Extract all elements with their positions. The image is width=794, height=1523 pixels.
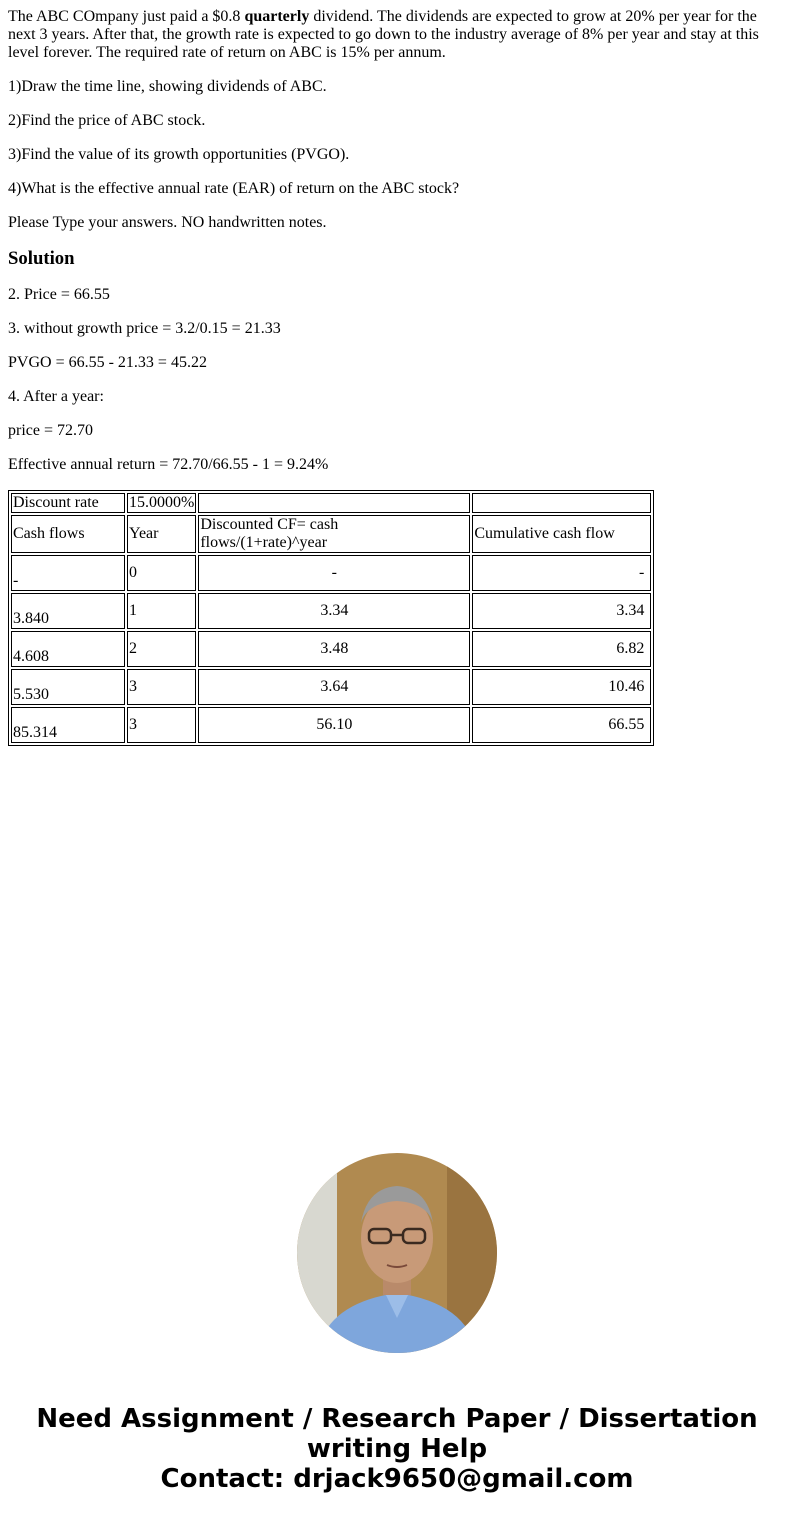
table-row: [11, 707, 651, 743]
table-row: [11, 631, 651, 667]
discounted-cf-cell: -: [198, 555, 470, 591]
cash-flow-cell: 5.530: [11, 669, 125, 705]
discounted-cf-cell: 56.10: [198, 707, 470, 743]
question-intro: The ABC COmpany just paid a $0.8 quarterly dividend. The dividends are expected to grow at 20% per year for the next 3 years. After that, the growth rate is expected to go down to the industry average of 8% per year and stay at this level forever. The required rate of return on ABC is 15% per annum.: [8, 8, 759, 61]
document-body: [8, 8, 786, 746]
solution-line-6: Effective annual return = 72.70/66.55 - 1 = 9.24%: [8, 456, 329, 473]
table-cell: [198, 493, 470, 513]
table-header-row: [11, 515, 651, 553]
year-cell: 3: [127, 707, 196, 743]
cumulative-cell: -: [472, 555, 651, 591]
cash-flow-cell: 85.314: [11, 707, 125, 743]
question-item-2: 2)Find the price of ABC stock.: [8, 112, 206, 129]
question-note: Please Type your answers. NO handwritten notes.: [8, 214, 327, 231]
year-cell: 1: [127, 593, 196, 629]
cumulative-cell: 66.55: [472, 707, 651, 743]
solution-line-1: 2. Price = 66.55: [8, 286, 110, 303]
solution-line-5: price = 72.70: [8, 422, 93, 439]
solution-heading: Solution: [8, 248, 75, 269]
cash-flow-cell: 4.608: [11, 631, 125, 667]
year-cell: 3: [127, 669, 196, 705]
avatar: [297, 1153, 497, 1353]
table-row: [11, 493, 651, 513]
header-cumulative: Cumulative cash flow: [472, 515, 651, 553]
cash-flow-table: [8, 490, 654, 746]
question-item-4: 4)What is the effective annual rate (EAR) of return on the ABC stock?: [8, 180, 460, 197]
cumulative-cell: 10.46: [472, 669, 651, 705]
year-cell: 2: [127, 631, 196, 667]
footer-banner: [0, 1404, 794, 1494]
question-item-1: 1)Draw the time line, showing dividends of ABC.: [8, 78, 327, 95]
table-row: [11, 669, 651, 705]
discounted-cf-cell: 3.64: [198, 669, 470, 705]
solution-line-4: 4. After a year:: [8, 388, 104, 405]
discounted-cf-cell: 3.34: [198, 593, 470, 629]
year-cell: 0: [127, 555, 196, 591]
solution-line-3: PVGO = 66.55 - 21.33 = 45.22: [8, 354, 207, 371]
avatar-portrait-image: [297, 1153, 497, 1353]
header-year: Year: [127, 515, 196, 553]
header-discounted-cf: Discounted CF= cash flows/(1+rate)^year: [198, 515, 470, 553]
table-row: [11, 593, 651, 629]
discounted-cf-cell: 3.48: [198, 631, 470, 667]
question-item-3: 3)Find the value of its growth opportunities (PVGO).: [8, 146, 350, 163]
cash-flow-cell: -: [11, 555, 125, 591]
header-cash-flows: Cash flows: [11, 515, 125, 553]
cumulative-cell: 3.34: [472, 593, 651, 629]
table-row: [11, 555, 651, 591]
cash-flow-cell: 3.840: [11, 593, 125, 629]
discount-rate-label: Discount rate: [11, 493, 125, 513]
footer-line-1: Need Assignment / Research Paper / Dissertation: [36, 1404, 758, 1434]
cumulative-cell: 6.82: [472, 631, 651, 667]
footer-contact: Contact: drjack9650@gmail.com: [160, 1464, 634, 1494]
discount-rate-value: 15.0000%: [129, 494, 195, 511]
footer-line-2: writing Help: [306, 1434, 488, 1464]
table-cell: [472, 493, 651, 513]
solution-line-2: 3. without growth price = 3.2/0.15 = 21.33: [8, 320, 281, 337]
